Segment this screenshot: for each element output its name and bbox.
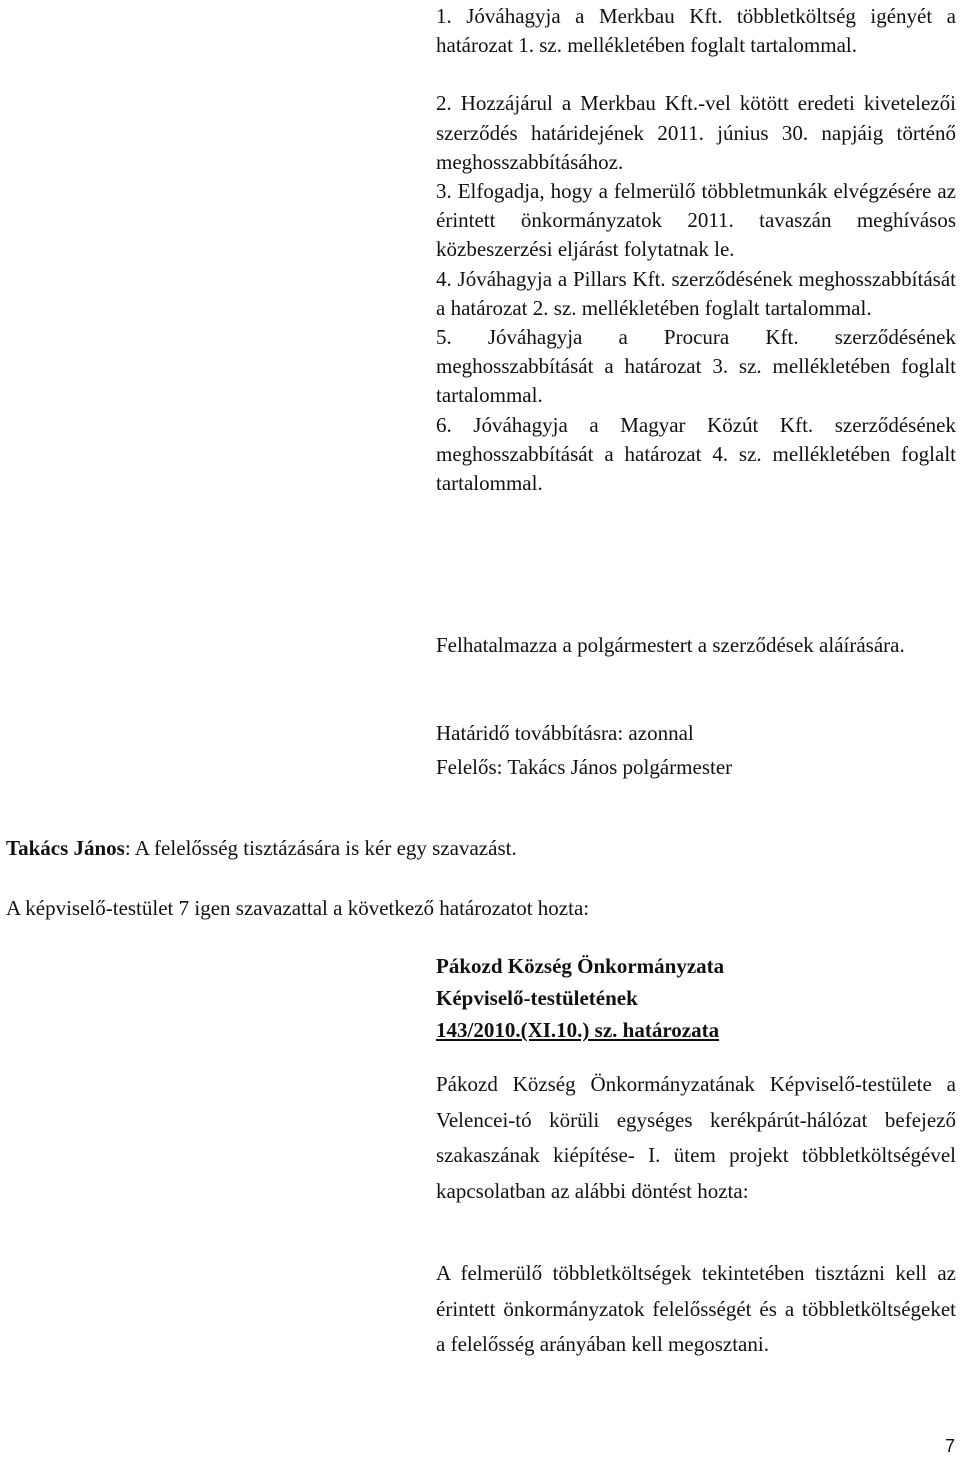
responsible-line: Felelős: Takács János polgármester [436,755,733,779]
list-item-5: 5. Jóváhagyja a Procura Kft. szerződésének meghosszabbítását a határozat 3. sz. mellékletében foglalt tartalommal. [436,325,956,408]
speaker-paragraph [6,833,956,863]
authorization-paragraph: Felhatalmazza a polgármestert a szerződések aláírására. [436,633,905,657]
heading-line-2: Képviselő-testületének [436,986,638,1010]
list-item-1: 1. Jóváhagyja a Merkbau Kft. többletköltség igényét a határozat 1. sz. mellékletében foglalt tartalommal. [436,4,956,58]
resolution-intro: Pákozd Község Önkormányzatának Képviselő-testülete a Velencei-tó körüli egységes kerékpárút-hálózat befejező szakaszának kiépítése- I. ütem projekt többletköltségével kapcsolatban az alábbi döntést hozta: [436,1072,956,1203]
resolution-decision: A felmerülő többletköltségek tekintetében tisztázni kell az érintett önkormányzatok felelősségét és a többletköltségeket a felelősség arányában kell megosztani. [436,1261,956,1357]
heading-line-1: Pákozd Község Önkormányzata [436,954,725,978]
resolution-list [436,2,956,498]
list-item-3: 3. Elfogadja, hogy a felmerülő többletmunkák elvégzésére az érintett önkormányzatok 2011. tavaszán meghívásos közbeszerzési eljárást folytatnak le. [436,179,956,262]
list-item-2: 2. Hozzájárul a Merkbau Kft.-vel kötött eredeti kivetelezői szerződés határidejének 2011. június 30. napjáig történő meghosszabbításához. [436,91,956,174]
speaker-text: : A felelősség tisztázására is kér egy szavazást. [124,836,517,860]
deadline-line: Határidő továbbításra: azonnal [436,721,694,745]
heading-line-3: 143/2010.(XI.10.) sz. határozata [436,1018,720,1042]
page-number: 7 [944,1436,955,1456]
vote-statement: A képviselő-testület 7 igen szavazattal a következő határozatot hozta: [6,896,590,920]
speaker-name: Takács János [6,836,125,860]
deadline-block [436,716,956,784]
list-item-4: 4. Jóváhagyja a Pillars Kft. szerződésének meghosszabbítását a határozat 2. sz. mellékletében foglalt tartalommal. [436,266,956,320]
list-item-6: 6. Jóváhagyja a Magyar Közút Kft. szerződésének meghosszabbítását a határozat 4. sz. mellékletében foglalt tartalommal. [436,412,956,496]
resolution-heading [436,950,956,1046]
